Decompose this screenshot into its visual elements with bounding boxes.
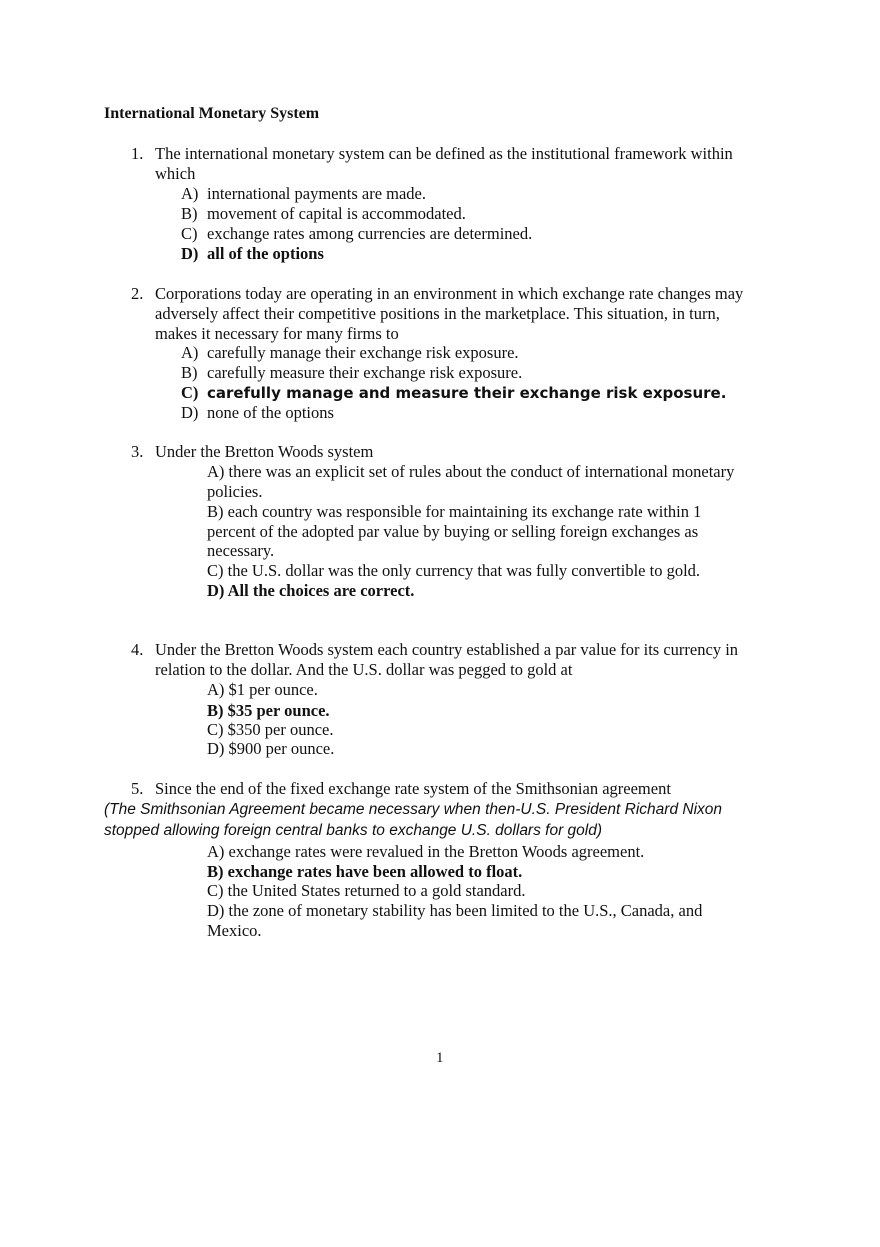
question-1-number: 1. (131, 144, 144, 163)
question-3-option-line: policies. (207, 482, 263, 501)
question-2-stem-line: makes it necessary for many firms to (155, 324, 399, 343)
question-1-option-a-letter: A) (181, 184, 199, 203)
question-5-option-d-continued: Mexico. (207, 921, 262, 940)
question-2-option-a-letter: A) (181, 343, 199, 362)
question-3-option-line: B) each country was responsible for maintaining its exchange rate within 1 (207, 502, 702, 521)
question-3-number: 3. (131, 442, 144, 461)
question-2-option-a: carefully manage their exchange risk exposure. (207, 343, 519, 362)
question-2-stem-line: Corporations today are operating in an environment in which exchange rate changes may (155, 284, 744, 303)
question-1-option-c: exchange rates among currencies are determined. (207, 224, 533, 243)
question-3-stem-line: Under the Bretton Woods system (155, 442, 374, 461)
question-5-note-line: stopped allowing foreign central banks to exchange U.S. dollars for gold) (104, 822, 603, 839)
question-1-option-c-letter: C) (181, 224, 198, 243)
question-1-option-b: movement of capital is accommodated. (207, 204, 466, 223)
question-5-option-d: D) the zone of monetary stability has been limited to the U.S., Canada, and (207, 901, 703, 920)
question-2-number: 2. (131, 284, 144, 303)
question-1-option-d-letter: D) (181, 244, 199, 263)
question-5-note-line: (The Smithsonian Agreement became necessary when then-U.S. President Richard Nixon (104, 801, 723, 818)
question-2-option-d: none of the options (207, 403, 334, 422)
question-2-stem-line: adversely affect their competitive positions in the marketplace. This situation, in turn, (155, 304, 720, 323)
question-4-number: 4. (131, 640, 144, 659)
question-1-option-d-answer: all of the options (207, 244, 324, 263)
question-2-option-d-letter: D) (181, 403, 199, 422)
question-4-stem-line: relation to the dollar. And the U.S. dollar was pegged to gold at (155, 660, 573, 679)
question-5-option-b-answer: B) exchange rates have been allowed to float. (207, 862, 523, 881)
question-2-option-c-answer: carefully manage and measure their exchange risk exposure. (207, 384, 727, 402)
question-4-option-b-answer: B) $35 per ounce. (207, 701, 330, 720)
question-4-option-d: D) $900 per ounce. (207, 739, 335, 758)
question-5-option-a: A) exchange rates were revalued in the Bretton Woods agreement. (207, 842, 645, 861)
document-title: International Monetary System (104, 105, 320, 122)
question-5-number: 5. (131, 779, 144, 798)
question-5-stem-line: Since the end of the fixed exchange rate system of the Smithsonian agreement (155, 779, 671, 798)
question-3-option-line: percent of the adopted par value by buying or selling foreign exchanges as (207, 522, 699, 541)
question-1-option-a: international payments are made. (207, 184, 426, 203)
question-1-stem-line: The international monetary system can be defined as the institutional framework within (155, 144, 733, 163)
question-1-stem-line: which (155, 164, 196, 183)
question-5-option-c: C) the United States returned to a gold standard. (207, 881, 526, 900)
question-2-option-b-letter: B) (181, 363, 198, 382)
question-4-option-c: C) $350 per ounce. (207, 720, 334, 739)
question-1-option-b-letter: B) (181, 204, 198, 223)
question-3-option-d-answer: D) All the choices are correct. (207, 581, 415, 600)
question-3-option-line: C) the U.S. dollar was the only currency that was fully convertible to gold. (207, 561, 701, 580)
question-4-stem-line: Under the Bretton Woods system each country established a par value for its currency in (155, 640, 739, 659)
question-2-option-c-letter: C) (181, 383, 199, 402)
page-number: 1 (436, 1050, 444, 1066)
question-4-option-a: A) $1 per ounce. (207, 680, 318, 699)
question-3-option-line: necessary. (207, 541, 275, 560)
question-2-option-b: carefully measure their exchange risk exposure. (207, 363, 523, 382)
question-3-option-line: A) there was an explicit set of rules about the conduct of international monetary (207, 462, 735, 481)
